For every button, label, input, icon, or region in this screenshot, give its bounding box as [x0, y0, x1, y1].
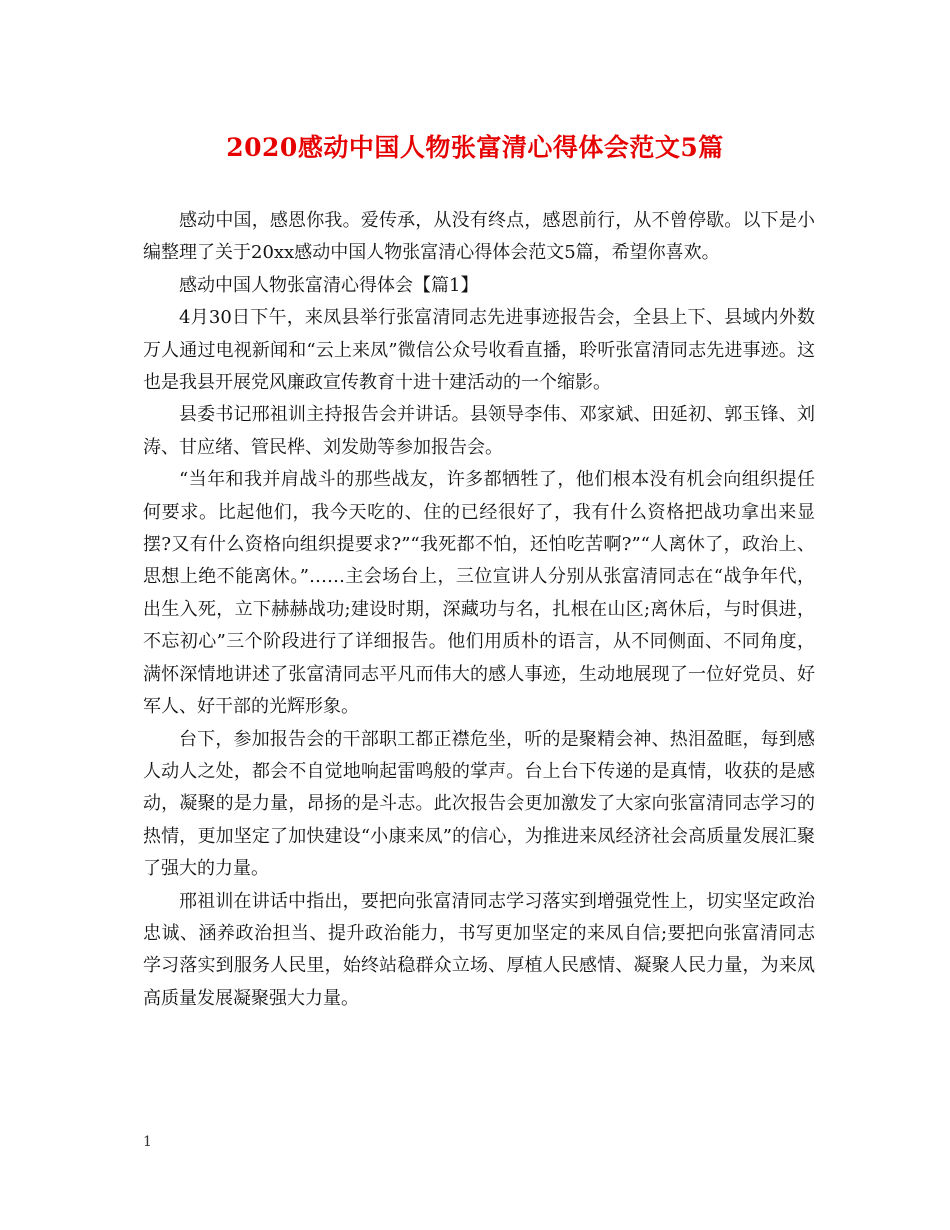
body-paragraph: 台下，参加报告会的干部职工都正襟危坐，听的是聚精会神、热泪盈眶，每到感人动人之处，都会不自觉地响起雷鸣般的掌声。台上台下传递的是真情，收获的是感动，凝聚的是力量，昂扬的是斗志。此次报告会更加激发了大家向张富清同志学习的热情，更加坚定了加快建设“小康来凤”的信心，为推进来凤经济社会高质量发展汇聚了强大的力量。 — [143, 728, 815, 880]
body-paragraph: “当年和我并肩战斗的那些战友，许多都牺牲了，他们根本没有机会向组织提任何要求。比起他们，我今天吃的、住的已经很好了，我有什么资格把战功拿出来显摆?又有什么资格向组织提要求?”“我死都不怕，还怕吃苦啊?”“人离休了，政治上、思想上绝不能离休。”……主会场台上，三位宣讲人分别从张富清同志在“战争年代，出生入死，立下赫赫战功;建设时期，深藏功与名，扎根在山区;离休后，与时俱进，不忘初心”三个阶段进行了详细报告。他们用质朴的语言，从不同侧面、不同角度，满怀深情地讲述了张富清同志平凡而伟大的感人事迹，生动地展现了一位好党员、好军人、好干部的光辉形象。 — [143, 469, 815, 718]
body-paragraph: 邢祖训在讲话中指出，要把向张富清同志学习落实到增强党性上，切实坚定政治忠诚、涵养政治担当、提升政治能力，书写更加坚定的来凤自信;要把向张富清同志学习落实到服务人民里，始终站稳群众立场、厚植人民感情、凝聚人民力量，为来凤高质量发展凝聚强大力量。 — [143, 890, 815, 1009]
section-heading: 感动中国人物张富清心得体会【篇1】 — [179, 274, 479, 296]
body-paragraph: 4月30日下午，来凤县举行张富清同志先进事迹报告会，全县上下、县域内外数万人通过电视新闻和“云上来凤”微信公众号收看直播，聆听张富清同志先进事迹。这也是我县开展党风廉政宣传教育十进十建活动的一个缩影。 — [143, 307, 815, 394]
document-body — [143, 205, 815, 1015]
body-paragraph: 县委书记邢祖训主持报告会并讲话。县领导李伟、邓家斌、田延初、郭玉锋、刘涛、甘应绪、管民桦、刘发勋等参加报告会。 — [143, 404, 815, 458]
document-title: 2020感动中国人物张富清心得体会范文5篇 — [226, 133, 724, 162]
intro-paragraph: 感动中国，感恩你我。爱传承，从没有终点，感恩前行，从不曾停歇。以下是小编整理了关于20xx感动中国人物张富清心得体会范文5篇，希望你喜欢。 — [143, 210, 815, 264]
page-number: 1 — [143, 1134, 152, 1150]
